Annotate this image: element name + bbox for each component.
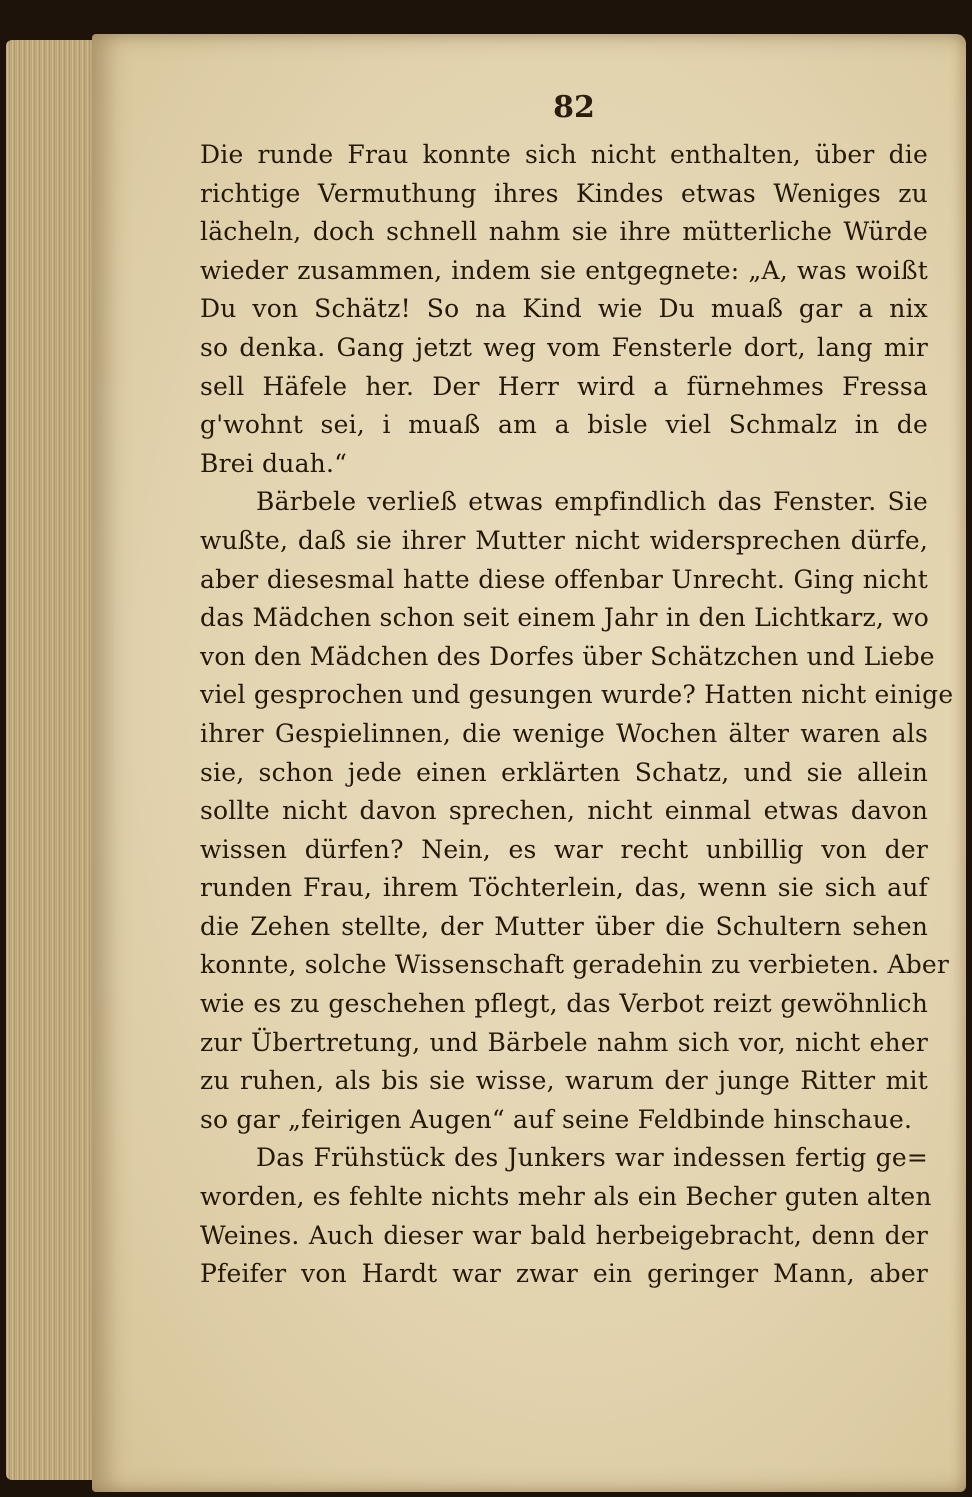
- text-line: Brei duah.“: [200, 448, 348, 478]
- text-line: zu ruhen, als bis sie wisse, warum der junge Ritter mit: [200, 1066, 928, 1096]
- text-line: Du von Schätz! So na Kind wie Du muaß gar a nix: [200, 294, 928, 324]
- text-line: sell Häfele her. Der Herr wird a fürnehmes Fressa: [200, 371, 928, 401]
- page-number: 82: [553, 90, 595, 125]
- text-line: richtige Vermuthung ihres Kindes etwas Weniges zu: [200, 178, 928, 208]
- text-line: wieder zusammen, indem sie entgegnete: „A, was woißt: [200, 255, 928, 285]
- text-line: ihrer Gespielinnen, die wenige Wochen älter waren als: [200, 718, 928, 748]
- text-line: zur Übertretung, und Bärbele nahm sich vor, nicht eher: [200, 1027, 928, 1057]
- text-line: die Zehen stellte, der Mutter über die Schultern sehen: [200, 911, 928, 941]
- text-line: Pfeifer von Hardt war zwar ein geringer Mann, aber: [200, 1259, 928, 1289]
- text-line: wußte, daß sie ihrer Mutter nicht widersprechen dürfe,: [200, 525, 928, 555]
- text-line: Die runde Frau konnte sich nicht enthalten, über die: [200, 140, 928, 169]
- text-line: wie es zu geschehen pflegt, das Verbot reizt gewöhnlich: [200, 989, 928, 1019]
- text-line: so denka. Gang jetzt weg vom Fensterle dort, lang mir: [200, 332, 928, 362]
- text-line: g'wohnt sei, i muaß am a bisle viel Schmalz in de: [200, 410, 928, 440]
- body-text: [200, 136, 954, 1294]
- text-line: so gar „feirigen Augen“ auf seine Feldbinde hinschaue.: [200, 1104, 913, 1134]
- text-line: das Mädchen schon seit einem Jahr in den Lichtkarz, wo: [200, 603, 930, 633]
- text-line: Das Frühstück des Junkers war indessen fertig ge=: [256, 1143, 928, 1173]
- text-line: konnte, solche Wissenschaft geradehin zu verbieten. Aber: [200, 950, 950, 980]
- text-line: von den Mädchen des Dorfes über Schätzchen und Liebe: [200, 641, 935, 671]
- text-line: Bärbele verließ etwas empfindlich das Fenster. Sie: [256, 487, 928, 517]
- text-line: Weines. Auch dieser war bald herbeigebracht, denn der: [200, 1220, 928, 1250]
- text-line: viel gesprochen und gesungen wurde? Hatten nicht einige: [200, 680, 954, 710]
- text-line: lächeln, doch schnell nahm sie ihre mütterliche Würde: [200, 217, 928, 247]
- book-page-edges: [6, 40, 102, 1480]
- text-line: sollte nicht davon sprechen, nicht einmal etwas davon: [200, 796, 928, 826]
- text-line: wissen dürfen? Nein, es war recht unbillig von der: [200, 834, 928, 864]
- text-line: sie, schon jede einen erklärten Schatz, und sie allein: [200, 757, 928, 787]
- text-line: aber diesesmal hatte diese offenbar Unrecht. Ging nicht: [200, 564, 928, 594]
- text-line: worden, es fehlte nichts mehr als ein Becher guten alten: [200, 1182, 932, 1212]
- text-line: runden Frau, ihrem Töchterlein, das, wenn sie sich auf: [200, 873, 928, 903]
